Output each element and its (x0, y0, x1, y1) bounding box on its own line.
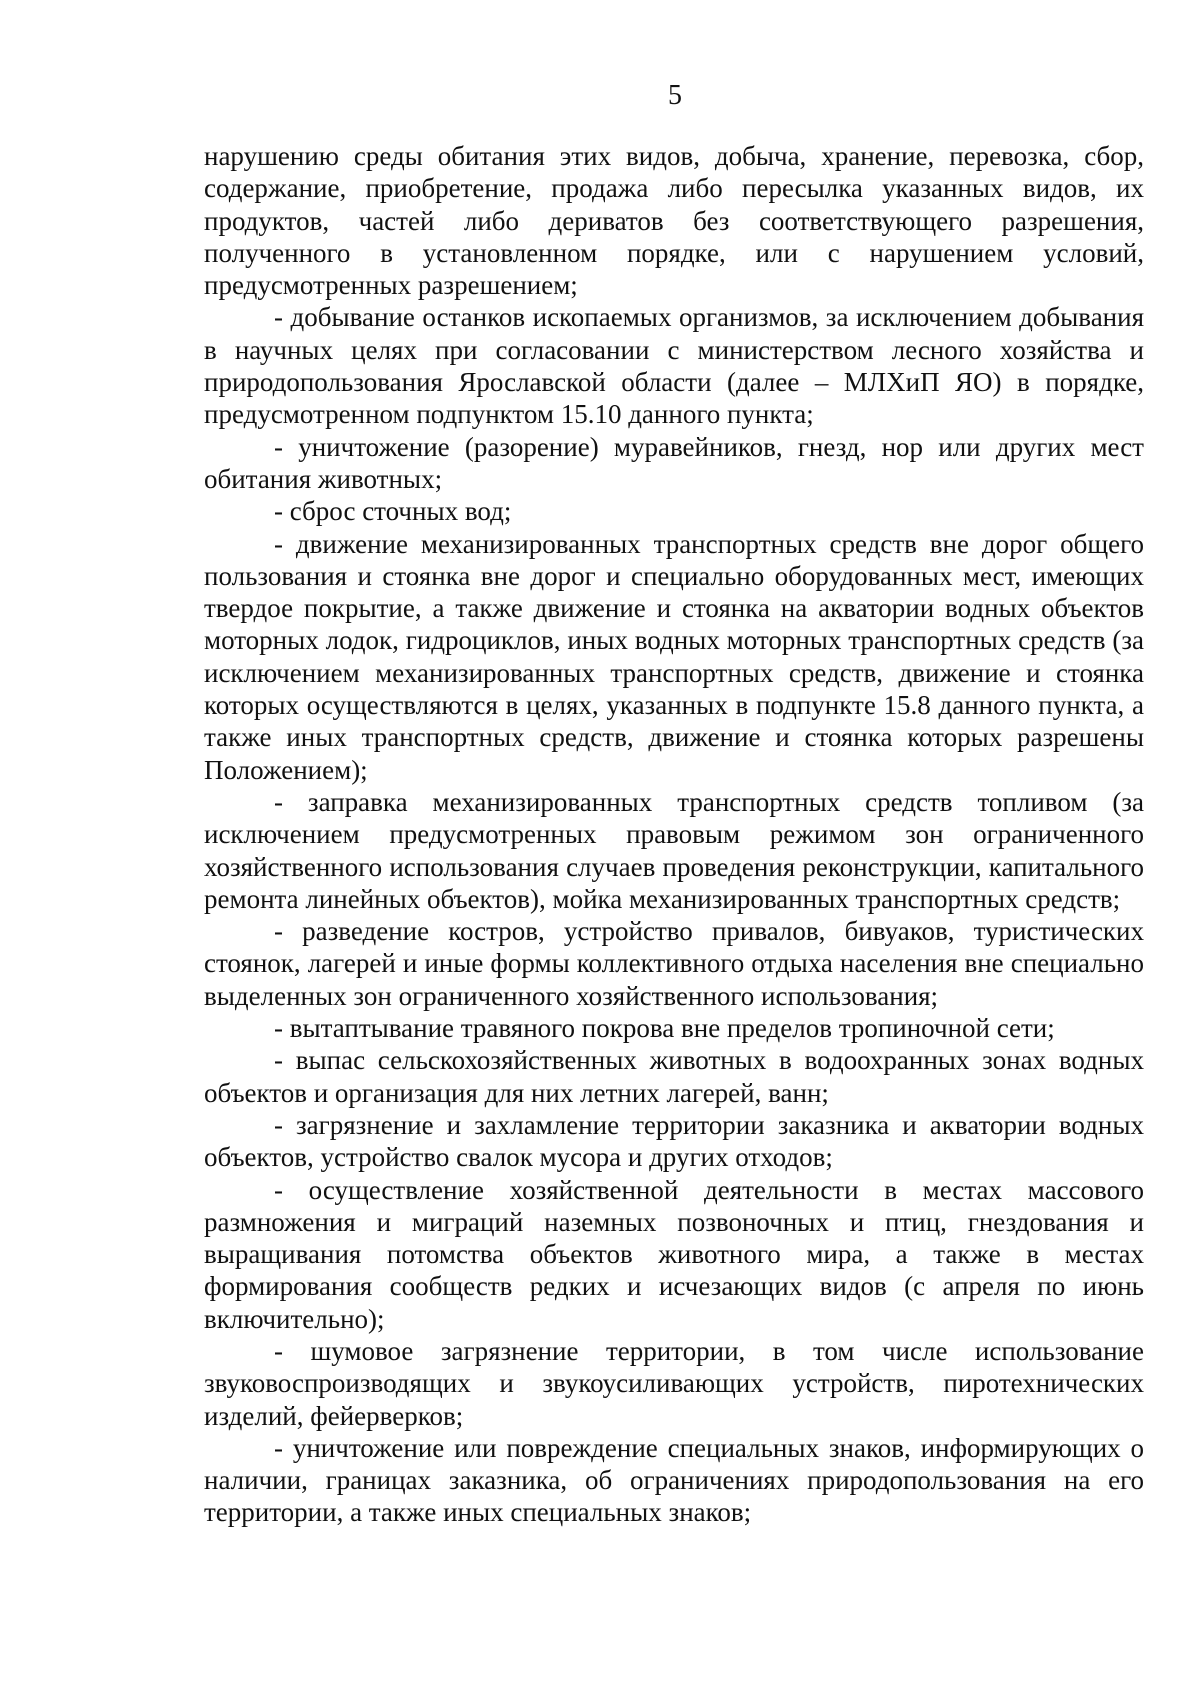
document-body (204, 140, 1144, 1529)
paragraph-economic-activity: - осуществление хозяйственной деятельности в местах массового размножения и миграций наземных позвоночных и птиц, гнездования и выращивания потомства объектов животного мира, а также в местах формирования сообществ редких и исчезающих видов (с апреля по июнь включительно); (204, 1174, 1144, 1334)
paragraph-noise-pollution: - шумовое загрязнение территории, в том числе использование звуковоспроизводящих и звукоусиливающих устройств, пиротехнических изделий, фейерверков; (204, 1335, 1144, 1431)
paragraph-campfires: - разведение костров, устройство привалов, бивуаков, туристических стоянок, лагерей и иные формы коллективного отдыха населения вне специально выделенных зон ограниченного хозяйственного использования; (204, 916, 1144, 1011)
page-number: 5 (668, 80, 682, 111)
paragraph-trampling: - вытаптывание травяного покрова вне пределов тропиночной сети; (274, 1013, 1055, 1044)
paragraph-wastewater: - сброс сточных вод; (274, 496, 512, 527)
paragraph-signs-damage: - уничтожение или повреждение специальных знаков, информирующих о наличии, границах заказника, об ограничениях природопользования на его территории, а также иных специальных знаков; (204, 1432, 1144, 1528)
paragraph-continuation: нарушению среды обитания этих видов, добыча, хранение, перевозка, сбор, содержание, приобретение, продажа либо пересылка указанных видов, их продуктов, частей либо дериватов без соответствующего разрешения, полученного в установленном порядке, или с нарушением условий, предусмотренных разрешением; (204, 141, 1144, 301)
paragraph-habitat-destruction: - уничтожение (разорение) муравейников, гнезд, нор или других мест обитания животных; (204, 431, 1144, 494)
paragraph-vehicle-movement: - движение механизированных транспортных средств вне дорог общего пользования и стоянка вне дорог и специально оборудованных мест, имеющих твердое покрытие, а также движение и стоянка на акватории водных объектов моторных лодок, гидроциклов, иных водных моторных транспортных средств (за исключением механизированных транспортных средств, движение и стоянка которых осуществляются в целях, указанных в подпункте 15.8 данного пункта, а также иных транспортных средств, движение и стоянка которых разрешены Положением); (204, 528, 1144, 785)
paragraph-grazing: - выпас сельскохозяйственных животных в водоохранных зонах водных объектов и организация для них летних лагерей, ванн; (204, 1045, 1144, 1108)
paragraph-pollution: - загрязнение и захламление территории заказника и акватории водных объектов, устройство свалок мусора и других отходов; (204, 1109, 1144, 1173)
paragraph-fossil-extraction: - добывание останков ископаемых организмов, за исключением добывания в научных целях при согласовании с министерством лесного хозяйства и природопользования Ярославской области (далее – МЛХиП ЯО) в порядке, предусмотренном подпунктом 15.10 данного пункта; (204, 302, 1144, 430)
paragraph-refueling: - заправка механизированных транспортных средств топливом (за исключением предусмотренных правовым режимом зон ограниченного хозяйственного использования случаев проведения реконструкции, капитального ремонта линейных объектов), мойка механизированных транспортных средств; (204, 786, 1144, 914)
